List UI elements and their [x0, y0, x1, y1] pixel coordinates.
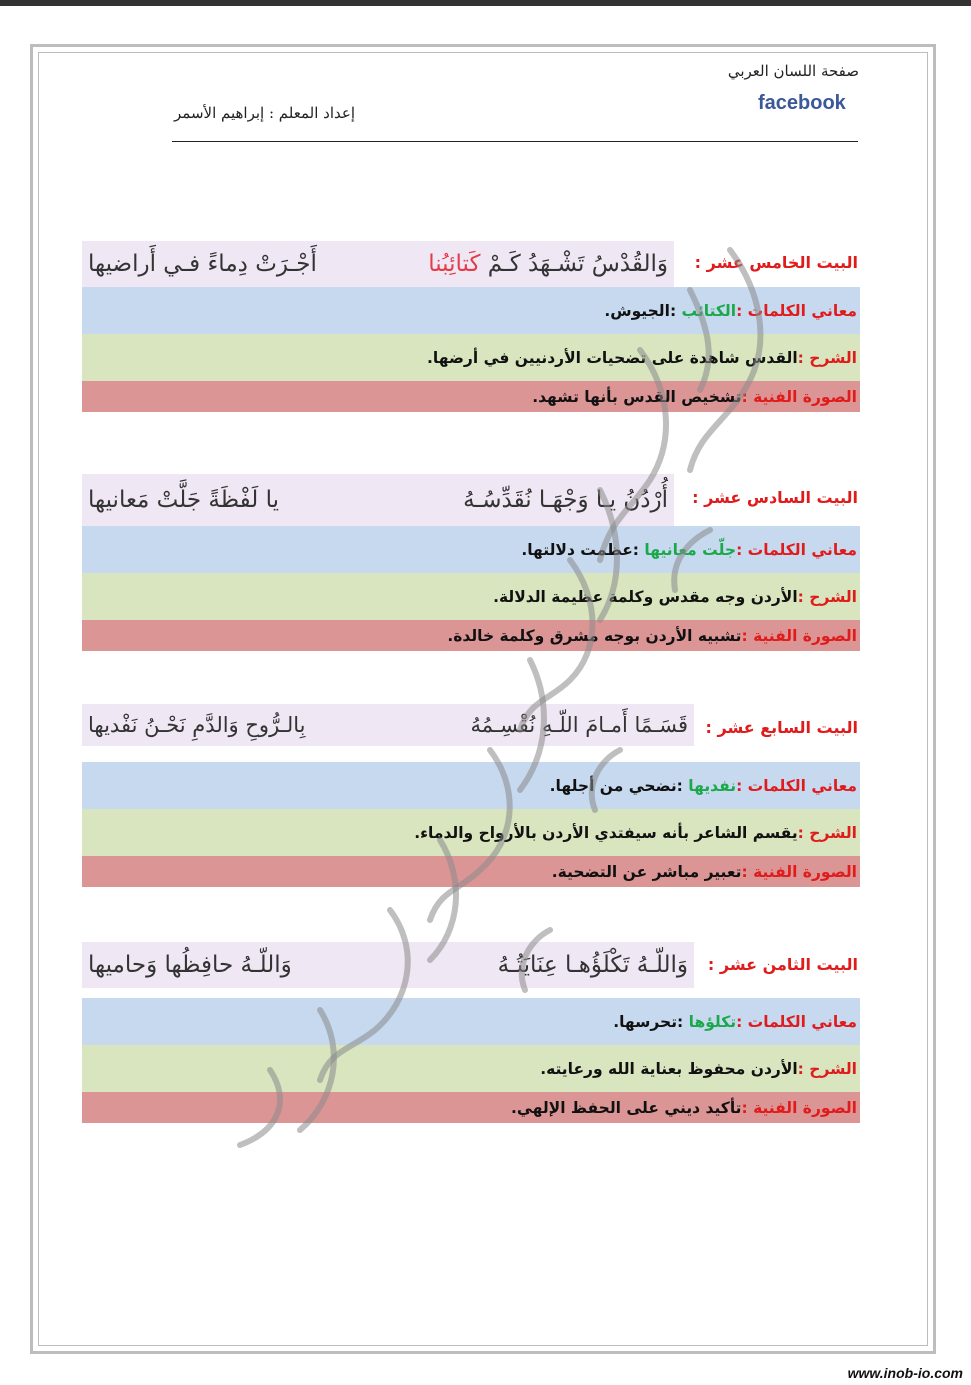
verse-hemistich-1: وَاللّـهُ تَكْلَؤُهـا عِنَايَتُـهُ [497, 952, 688, 978]
meaning-text: :عظمت دلالتها. [521, 540, 639, 559]
meaning-label: معاني الكلمات : [736, 776, 857, 795]
verse-text [82, 241, 674, 287]
verse-block-15 [82, 241, 860, 412]
explain-row [82, 573, 860, 620]
explain-text: القدس شاهدة على تضحيات الأردنيين في أرضها. [427, 348, 798, 367]
meaning-row [82, 762, 860, 809]
verse-row [82, 942, 860, 998]
verse-text [82, 942, 694, 988]
image-label: الصورة الفنية : [741, 387, 857, 406]
verse-block-18 [82, 942, 860, 1123]
footer-url: www.inob-io.com [847, 1365, 963, 1381]
verse-block-16 [82, 474, 860, 651]
explain-row [82, 809, 860, 856]
meaning-label: معاني الكلمات : [736, 301, 857, 320]
meaning-word: تكلؤها [688, 1012, 737, 1031]
image-label: الصورة الفنية : [741, 626, 857, 645]
explain-row [82, 1045, 860, 1092]
image-text: تشخيص القدس بأنها تشهد. [532, 387, 742, 406]
meaning-row [82, 526, 860, 573]
explain-label: الشرح : [797, 1059, 857, 1078]
meaning-word: نفديها [688, 776, 737, 795]
verse-label: البيت الخامس عشر : [694, 253, 858, 272]
image-text: تعبير مباشر عن التضحية. [551, 862, 742, 881]
explain-label: الشرح : [797, 348, 857, 367]
verse-hemistich-1: قَسَـمًا أَمـامَ اللّـهِ نُقْسِـمُهُ [470, 713, 688, 737]
explain-text: يقسم الشاعر بأنه سيفتدي الأردن بالأرواح والدماء. [414, 823, 798, 842]
image-text: تشبيه الأردن بوجه مشرق وكلمة خالدة. [447, 626, 742, 645]
verse-label: البيت السابع عشر : [705, 718, 858, 737]
verse-hemistich-2: بِالـرُّوحِ وَالدَّمِ نَحْـنُ نَفْديها [88, 713, 306, 737]
explain-text: الأردن وجه مقدس وكلمة عظيمة الدلالة. [493, 587, 798, 606]
explain-label: الشرح : [797, 587, 857, 606]
meaning-text: :تحرسها. [613, 1012, 684, 1031]
image-row [82, 1092, 860, 1123]
meaning-row [82, 287, 860, 334]
explain-text: الأردن محفوظ بعناية الله ورعايته. [540, 1059, 798, 1078]
facebook-logo: facebook [758, 92, 846, 114]
explain-label: الشرح : [797, 823, 857, 842]
meaning-label: معاني الكلمات : [736, 1012, 857, 1031]
image-label: الصورة الفنية : [741, 1098, 857, 1117]
meaning-word: جلّت معانيها [644, 540, 737, 559]
header-divider [172, 141, 858, 142]
verse-hemistich-1: وَالقُدْسُ تَشْـهَدُ كَـمْ كَتائِبُنا [428, 251, 668, 277]
verse-hemistich-1: أُرْدُنُ يـا وَجْهَـا نُقَدِّسُـهُ [463, 487, 668, 513]
page-name: صفحة اللسان العربي [727, 62, 859, 80]
image-label: الصورة الفنية : [741, 862, 857, 881]
verse-label: البيت السادس عشر : [692, 488, 858, 507]
verse-text [82, 474, 674, 526]
meaning-text: :نضحي من أجلها. [549, 776, 683, 795]
verse-row [82, 474, 860, 526]
explain-row [82, 334, 860, 381]
verse-block-17 [82, 704, 860, 887]
verse-label: البيت الثامن عشر : [707, 955, 858, 974]
image-row [82, 856, 860, 887]
verse-hemistich-2: وَاللّـهُ حافِظُها وَحاميها [88, 952, 292, 978]
image-row [82, 620, 860, 651]
verse-row [82, 704, 860, 762]
meaning-word: الكتائب [681, 301, 737, 320]
verse-hemistich-2: أَجْـرَتْ دِماءً فـي أَراضيها [88, 251, 317, 277]
teacher-name: إعداد المعلم : إبراهيم الأسمر [174, 104, 356, 122]
meaning-text: :الجيوش. [604, 301, 677, 320]
image-text: تأكيد ديني على الحفظ الإلهي. [511, 1098, 742, 1117]
image-row [82, 381, 860, 412]
meaning-row [82, 998, 860, 1045]
meaning-label: معاني الكلمات : [736, 540, 857, 559]
verse-row [82, 241, 860, 287]
verse-text [82, 704, 694, 746]
verse-hemistich-2: يا لَفْظَةً جَلَّتْ مَعانيها [88, 487, 279, 513]
top-bar [0, 0, 971, 6]
